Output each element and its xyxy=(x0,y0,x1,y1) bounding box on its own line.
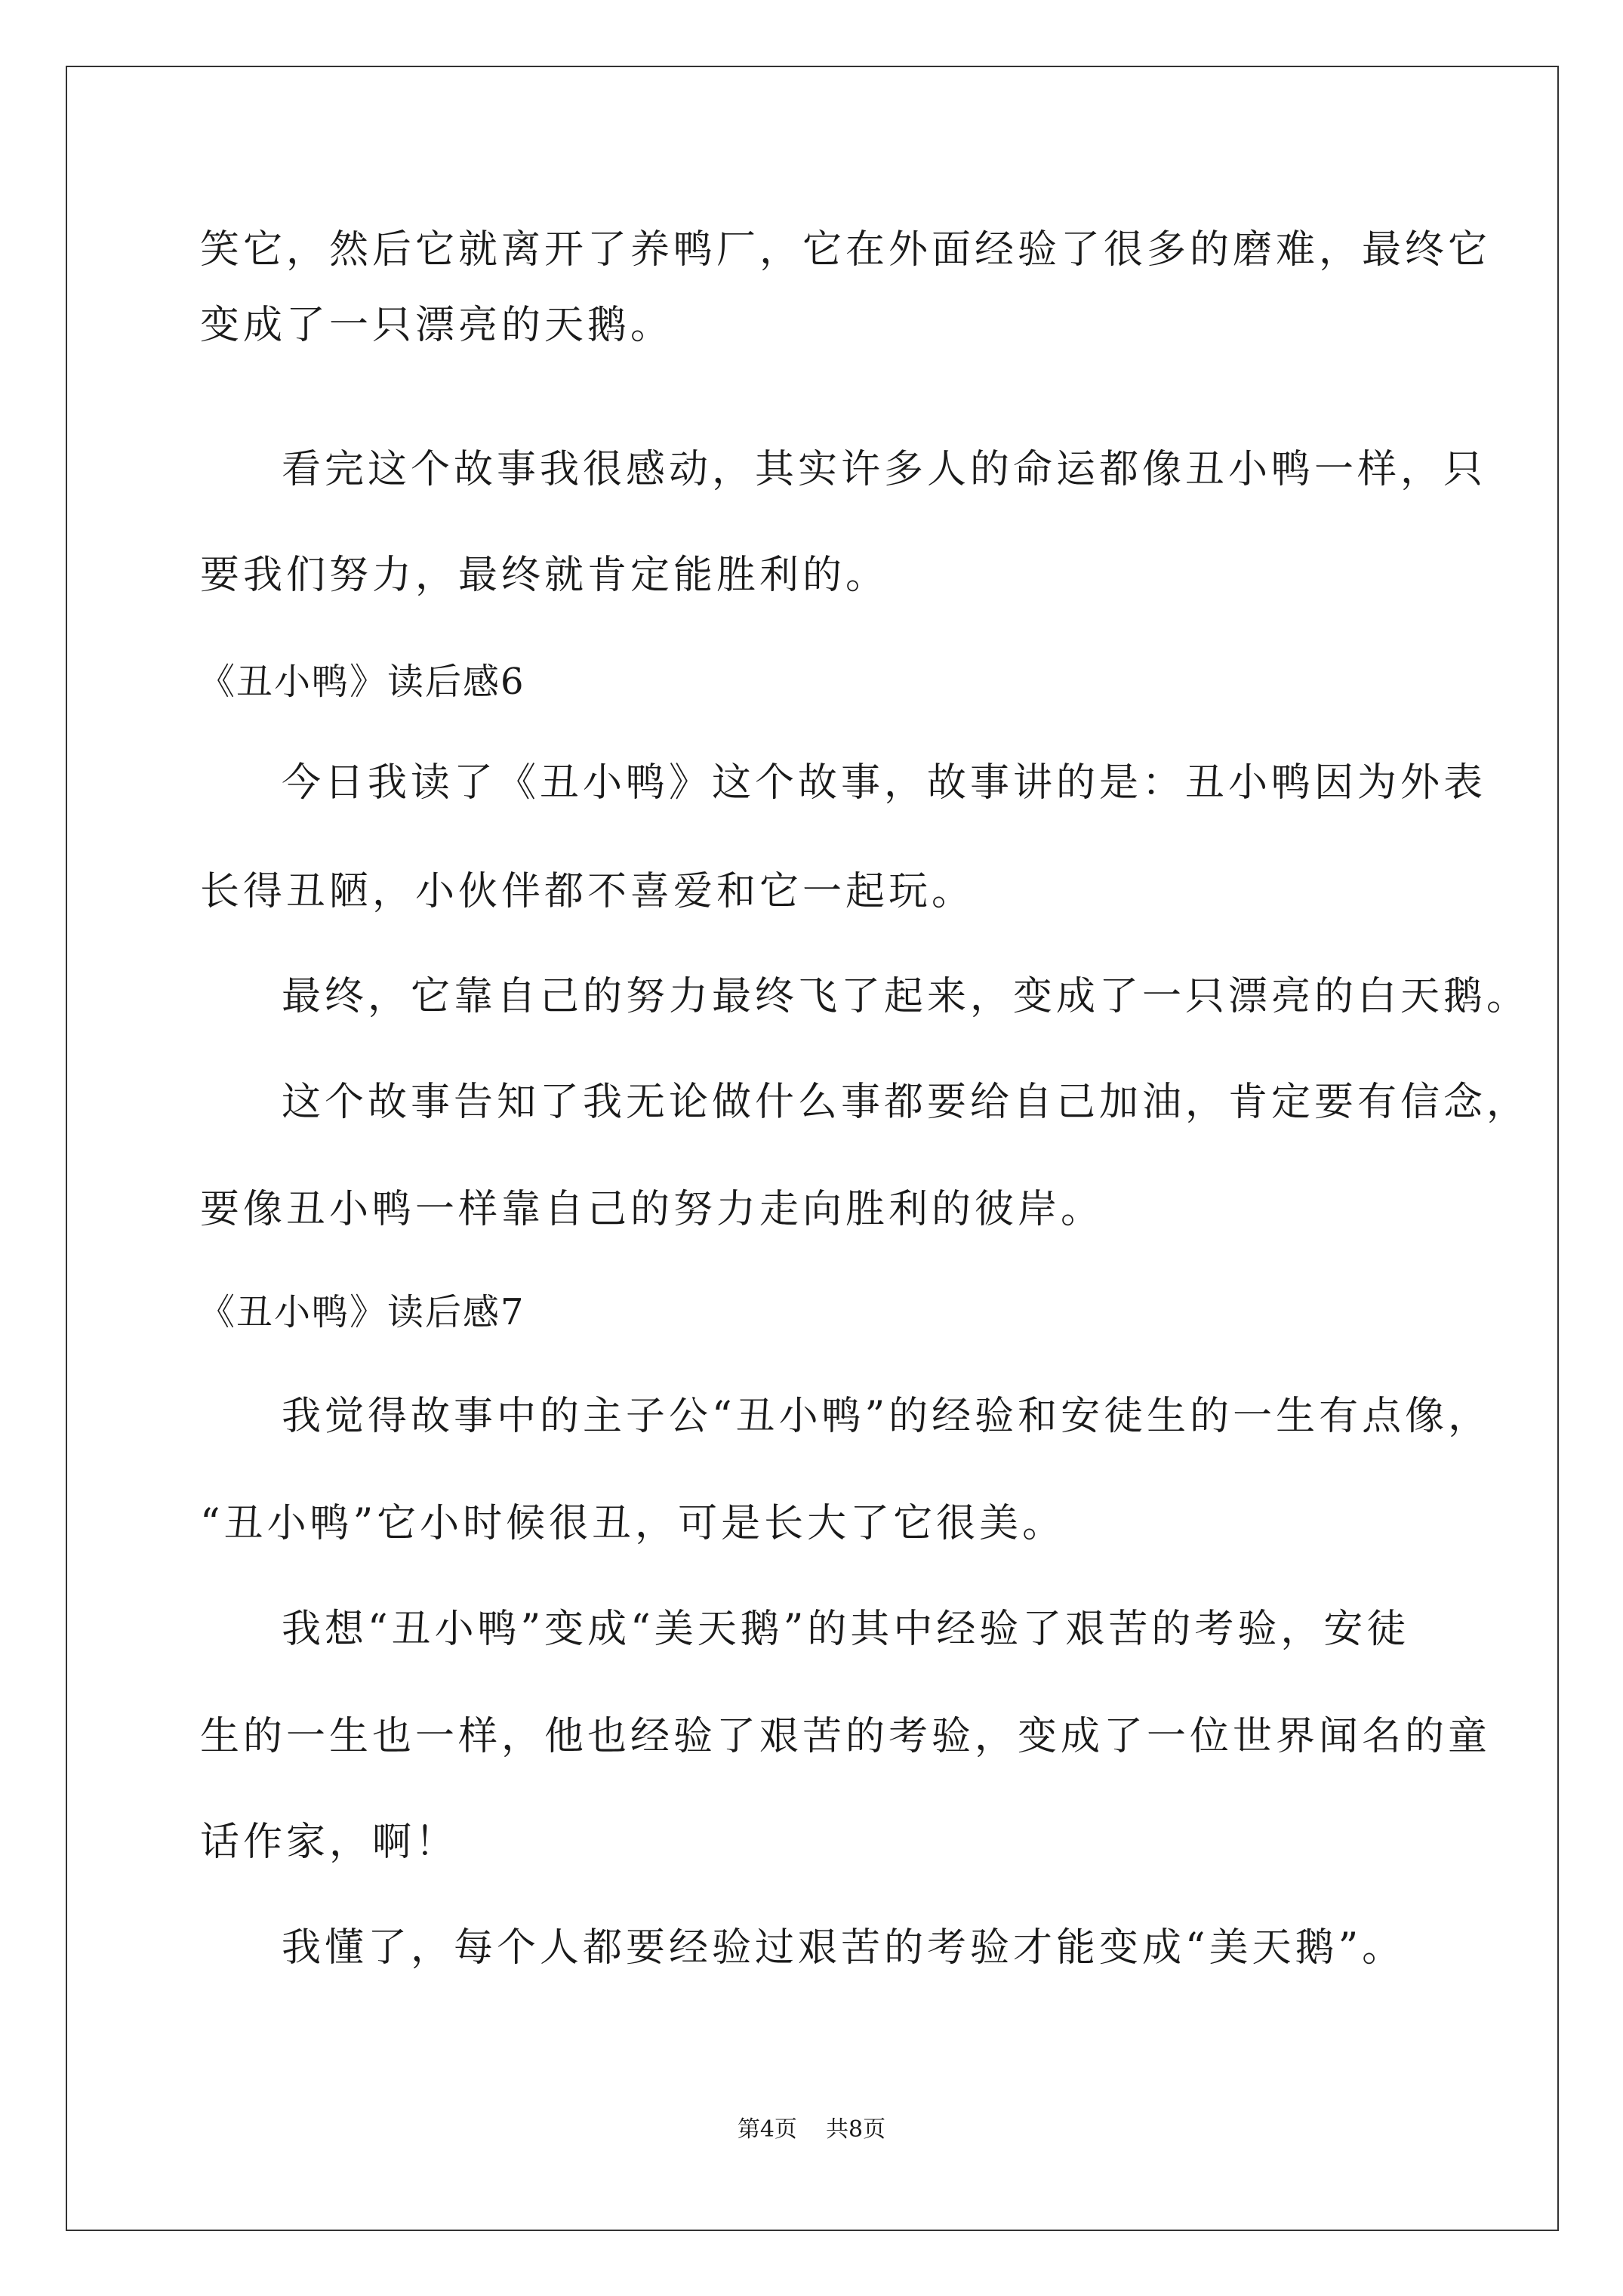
paragraph-line: 今日我读了《丑小鸭》这个故事，故事讲的是：丑小鸭因为外表 xyxy=(282,760,1487,806)
paragraph-line: 最终，它靠自己的努力最终飞了起来，变成了一只漂亮的白天鹅。 xyxy=(282,974,1530,1019)
paragraph-line: “丑小鸭”它小时候很丑，可是长大了它很美。 xyxy=(200,1501,1066,1546)
section-heading: 《丑小鸭》读后感6 xyxy=(199,661,525,703)
paragraph-line: 这个故事告知了我无论做什么事都要给自己加油，肯定要有信念， xyxy=(282,1080,1530,1125)
paragraph-line: 我想“丑小鸭”变成“美天鹅”的其中经验了艰苦的考验，安徒 xyxy=(282,1607,1410,1652)
page-number-footer: 第4页 共8页 xyxy=(737,2116,886,2143)
paragraph-line: 要我们努力，最终就肯定能胜利的。 xyxy=(200,553,889,598)
section-heading: 《丑小鸭》读后感7 xyxy=(199,1291,525,1333)
paragraph-line: 要像丑小鸭一样靠自己的努力走向胜利的彼岸。 xyxy=(200,1187,1104,1232)
paragraph-line: 话作家，啊！ xyxy=(200,1820,459,1865)
page-border xyxy=(66,66,1559,2231)
paragraph-line: 变成了一只漂亮的天鹅。 xyxy=(200,303,674,348)
paragraph-line: 生的一生也一样，他也经验了艰苦的考验，变成了一位世界闻名的童 xyxy=(200,1714,1492,1759)
paragraph-line: 我懂了，每个人都要经验过艰苦的考验才能变成“美天鹅”。 xyxy=(282,1925,1406,1971)
paragraph-line: 我觉得故事中的主子公“丑小鸭”的经验和安徒生的一生有点像， xyxy=(282,1394,1492,1439)
paragraph-line: 笑它，然后它就离开了养鸭厂，它在外面经验了很多的磨难，最终它 xyxy=(200,227,1492,273)
paragraph-line: 看完这个故事我很感动，其实许多人的命运都像丑小鸭一样，只 xyxy=(282,447,1487,492)
paragraph-line: 长得丑陋，小伙伴都不喜爱和它一起玩。 xyxy=(200,869,975,914)
